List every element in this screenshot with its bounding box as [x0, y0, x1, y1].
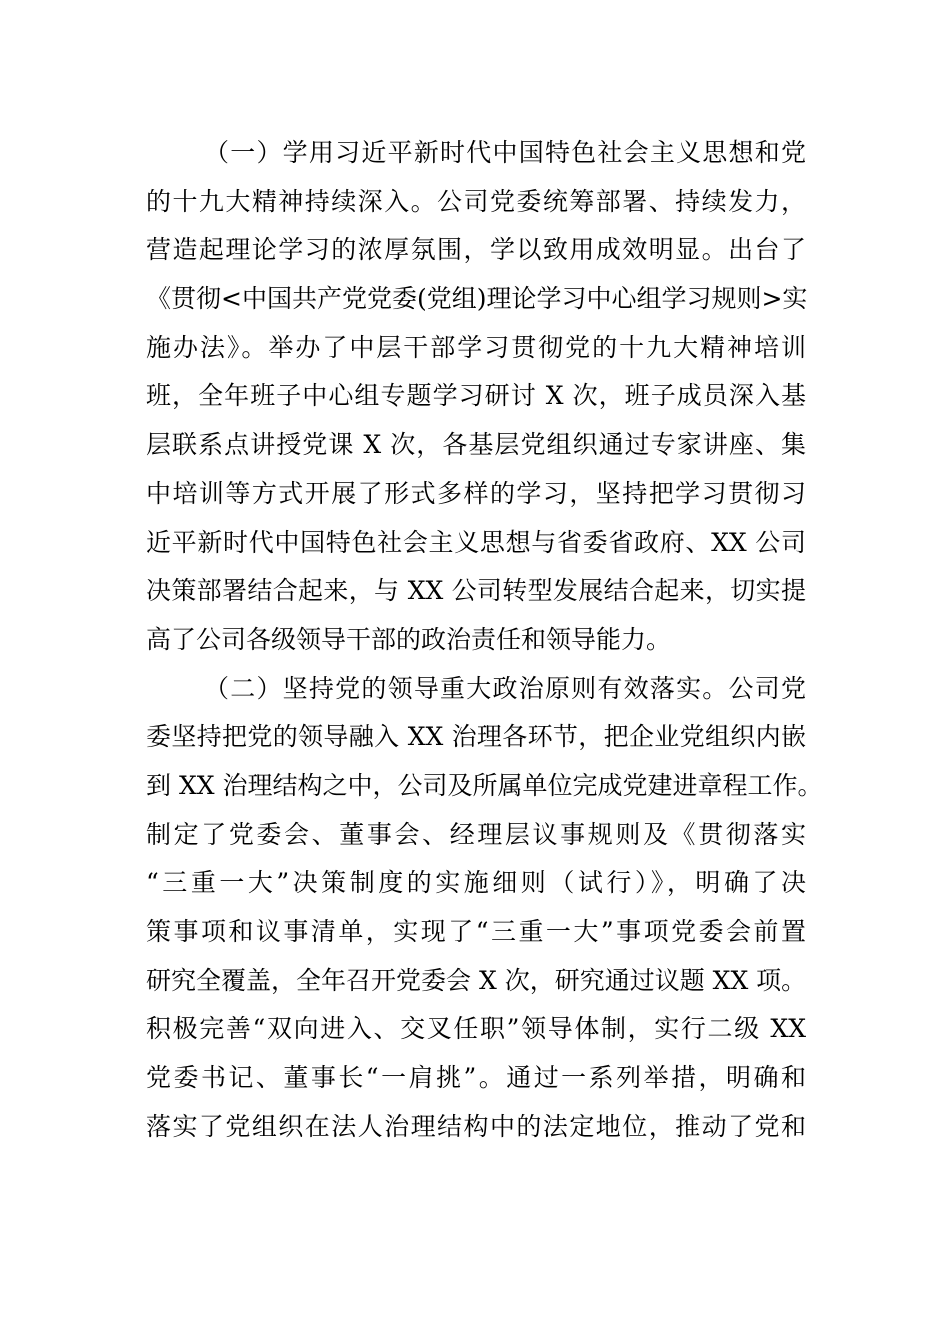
paragraph-line: 到 XX 治理结构之中，公司及所属单位完成党建进章程工作。	[146, 770, 823, 800]
paragraph-line: 决策部署结合起来，与 XX 公司转型发展结合起来，切实提	[146, 576, 806, 606]
paragraph-line: （一）学用习近平新时代中国特色社会主义思想和党	[204, 138, 806, 167]
paragraph-line: 策事项和议事清单，实现了“三重一大”事项党委会前置	[146, 917, 806, 946]
paragraph-line: 研究全覆盖，全年召开党委会 X 次，研究通过议题 XX 项。	[146, 965, 807, 995]
paragraph-line: 营造起理论学习的浓厚氛围，学以致用成效明显。出台了	[146, 235, 806, 265]
paragraph-line: 制定了党委会、董事会、经理层议事规则及《贯彻落实	[146, 819, 806, 849]
paragraph-line: 委坚持把党的领导融入 XX 治理各环节，把企业党组织内嵌	[146, 722, 806, 752]
paragraph-line: “三重一大”决策制度的实施细则（试行）》，明确了决	[146, 868, 806, 898]
paragraph-line: 党委书记、董事长“一肩挑”。通过一系列举措，明确和	[146, 1063, 806, 1093]
paragraph-line: 中培训等方式开展了形式多样的学习，坚持把学习贯彻习	[146, 478, 806, 508]
paragraph-line: 近平新时代中国特色社会主义思想与省委省政府、XX 公司	[146, 527, 806, 557]
paragraph-line: 落实了党组织在法人治理结构中的法定地位，推动了党和	[146, 1111, 806, 1141]
paragraph-line: 的十九大精神持续深入。公司党委统筹部署、持续发力，	[146, 186, 806, 216]
paragraph-line: 《贯彻<中国共产党党委(党组)理论学习中心组学习规则>实	[146, 284, 808, 314]
paragraph-line: 高了公司各级领导干部的政治责任和领导能力。	[146, 624, 672, 654]
paragraph-1	[146, 131, 806, 667]
paragraph-line: （二）坚持党的领导重大政治原则有效落实。公司党	[204, 673, 806, 703]
paragraph-line: 积极完善“双向进入、交叉任职”领导体制，实行二级 XX	[146, 1014, 806, 1044]
paragraph-line: 班，全年班子中心组专题学习研讨 X 次，班子成员深入基	[146, 381, 806, 411]
paragraph-line: 施办法》。举办了中层干部学习贯彻党的十九大精神培训	[146, 332, 806, 362]
document-body	[146, 131, 823, 1153]
paragraph-line: 层联系点讲授党课 X 次，各基层党组织通过专家讲座、集	[146, 430, 806, 460]
paragraph-2	[146, 667, 823, 1154]
